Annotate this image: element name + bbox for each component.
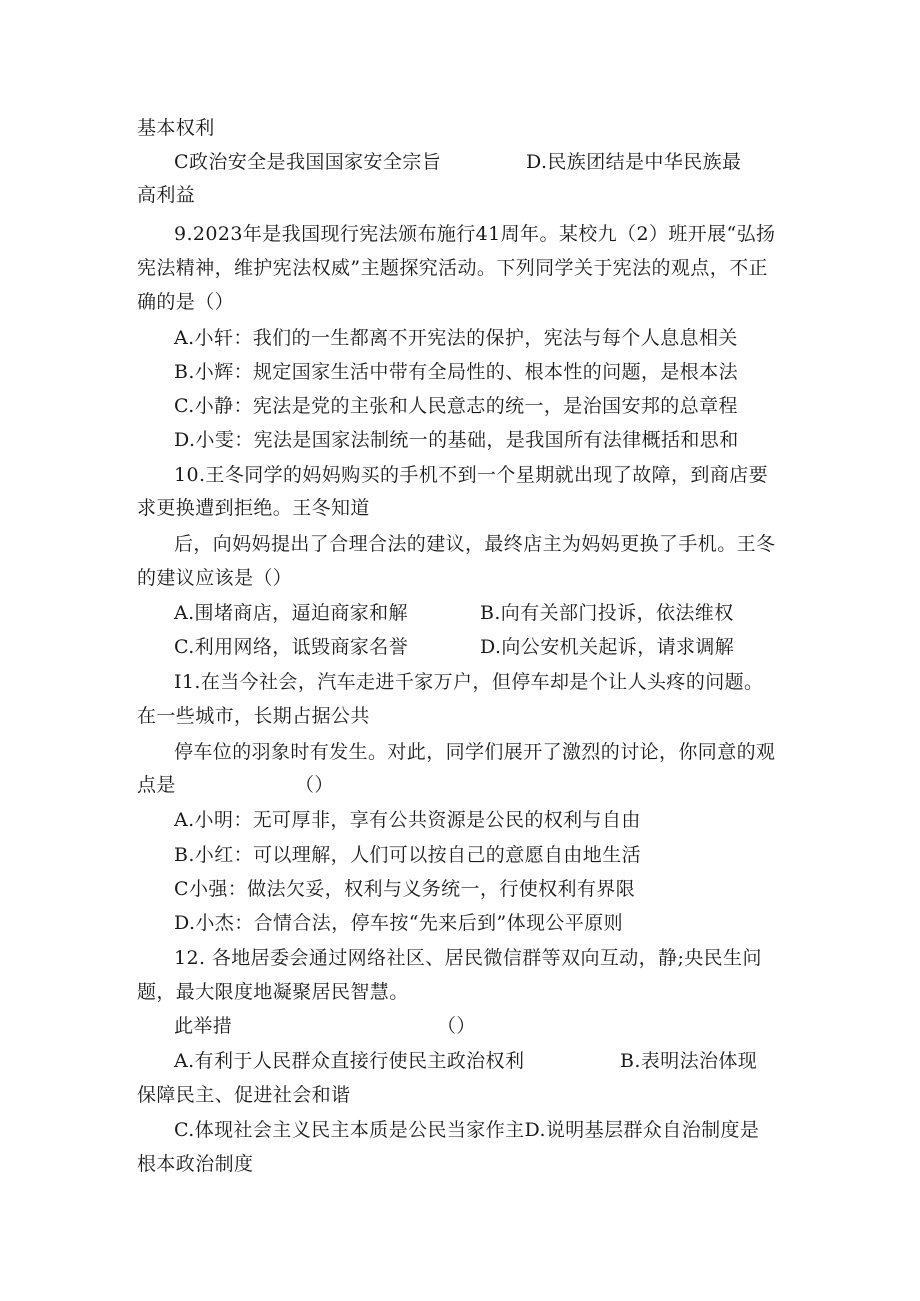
question-12-option-b-cont: 保障民主、促进社会和谐 xyxy=(137,1084,351,1106)
question-12-option-a: A.有利于人民群众直接行使民主政治权利 xyxy=(174,1050,525,1072)
answer-bracket: （） xyxy=(437,1015,476,1037)
question-10-option-c: C.利用网络，诋毁商家名誉 xyxy=(174,636,409,658)
question-10-stem: 10.王冬同学的妈妈购买的手机不到一个星期就出现了故障，到商店要 xyxy=(174,464,769,486)
answer-bracket: （） xyxy=(295,774,334,796)
question-10-stem-cont: 求更换遭到拒绝。王冬知道 xyxy=(137,497,370,519)
question-12-stem: 12. 各地居委会通过网络社区、居民微信群等双向互动，静;央民生问 xyxy=(174,947,762,969)
question-11-stem-end: 点是 xyxy=(137,774,176,796)
text-line: 基本权利 xyxy=(137,117,215,139)
question-11-stem-cont: 停车位的羽象时有发生。对此，同学们展开了激烈的讨论，你同意的观 xyxy=(174,741,776,763)
question-12-option-b: B.表明法治体现 xyxy=(620,1050,758,1072)
question-10-option-b: B.向有关部门投诉，依法维权 xyxy=(480,602,734,624)
question-11-stem: I1.在当今社会，汽车走进千家万户，但停车却是个让人头疼的问题。 xyxy=(174,671,764,693)
question-11-option-c: C小强：做法欠妥，权利与义务统一，行使权利有界限 xyxy=(174,878,636,900)
question-9-stem-end: 确的是（） xyxy=(137,291,235,313)
question-11-option-d: D.小杰：合情合法，停车按“先来后到”体现公平原则 xyxy=(174,912,624,934)
question-10-stem-cont: 后，向妈妈提出了合理合法的建议，最终店主为妈妈更换了手机。王冬 xyxy=(174,533,776,555)
question-9-stem-cont: 宪法精神，维护宪法权威”主题探究活动。下列同学关于宪法的观点，不正 xyxy=(137,257,768,279)
question-11-stem-cont: 在一些城市，长期占据公共 xyxy=(137,705,370,727)
question-10-option-d: D.向公安机关起诉，请求调解 xyxy=(480,636,735,658)
question-9-option-c: C.小静：宪法是党的主张和人民意志的统一，是治国安邦的总章程 xyxy=(174,395,738,417)
option-c-text: C政治安全是我国国家安全宗旨 xyxy=(174,151,442,173)
question-10-option-a: A.围堵商店，逼迫商家和解 xyxy=(174,602,408,624)
question-11-option-b: B.小红：可以理解，人们可以按自己的意愿自由地生活 xyxy=(174,844,642,866)
question-12-stem-cont: 题，最大限度地凝聚居民智慧。 xyxy=(137,981,409,1003)
text-line: 高利益 xyxy=(137,184,196,206)
question-9-stem: 9.2023年是我国现行宪法颁布施行41周年。某校九（2）班开展“弘扬 xyxy=(174,223,776,245)
question-12-option-c-d: C.体现社会主义民主本质是公民当家作主D.说明基层群众自治制度是 xyxy=(174,1119,760,1141)
question-10-stem-end: 的建议应该是（） xyxy=(137,567,293,589)
question-9-option-d: D.小雯：宪法是国家法制统一的基础，是我国所有法律概括和思和 xyxy=(174,429,739,451)
question-9-option-a: A.小轩：我们的一生都离不开宪法的保护，宪法与每个人息息相关 xyxy=(174,327,738,349)
option-d-text: D.民族团结是中华民族最 xyxy=(526,151,742,173)
question-9-option-b: B.小辉：规定国家生活中带有全局性的、根本性的问题，是根本法 xyxy=(174,361,739,383)
question-11-option-a: A.小明：无可厚非，享有公共资源是公民的权利与自由 xyxy=(174,809,641,831)
question-12-option-d-cont: 根本政治制度 xyxy=(137,1153,254,1175)
question-12-stem-end: 此举措 xyxy=(174,1015,233,1037)
